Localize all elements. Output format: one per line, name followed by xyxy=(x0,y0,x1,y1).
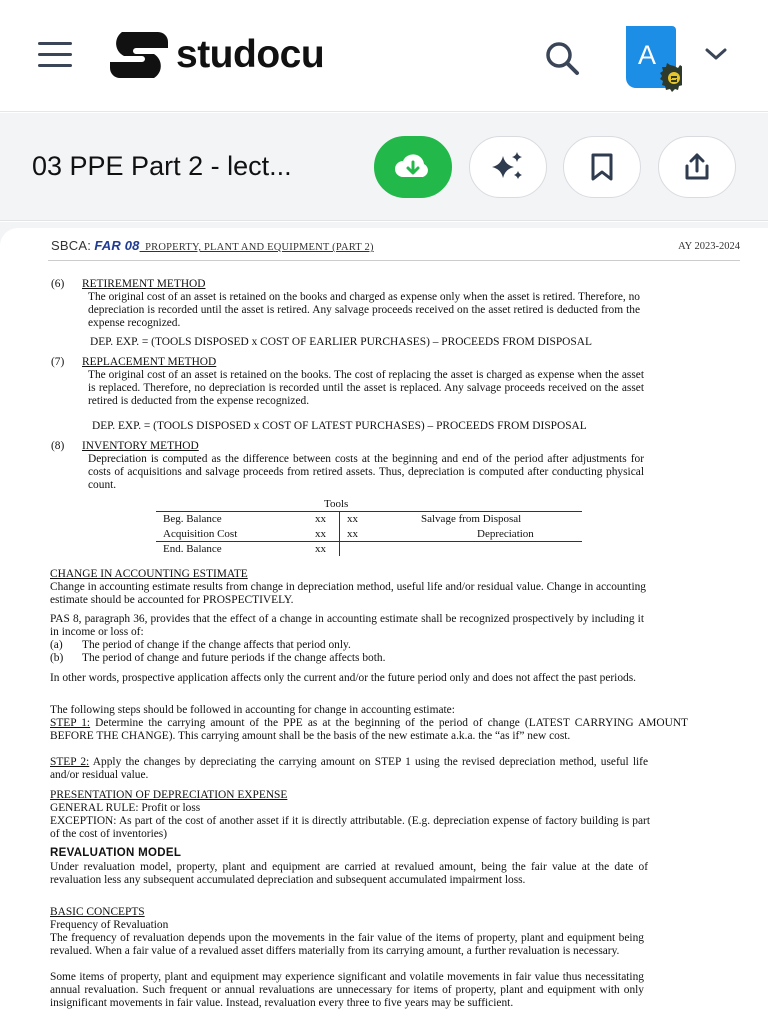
section-title: RETIREMENT METHOD xyxy=(82,278,206,290)
share-icon xyxy=(682,151,712,183)
document-page xyxy=(0,228,768,1024)
table-rule xyxy=(156,511,582,512)
paragraph: GENERAL RULE: Profit or loss xyxy=(50,802,201,814)
section-title: REPLACEMENT METHOD xyxy=(82,356,217,368)
ai-assistant-button[interactable] xyxy=(469,136,547,198)
studocu-logo-mark xyxy=(108,30,170,80)
bookmark-icon xyxy=(589,152,615,182)
avatar-letter: A xyxy=(638,40,657,70)
section-number: (6) xyxy=(51,278,65,290)
header-subject: _PROPERTY, PLANT AND EQUIPMENT (PART 2) xyxy=(139,242,374,253)
table-cell: xx xyxy=(315,543,326,555)
paragraph: Some items of property, plant and equipment may experience significant and volatile movements in fair value thus necessitating annual revaluation. Such frequent or annual revaluations are unnecessary for items of property, plant and equipment with only insignificant movements in fair value. Instead, revaluation every three to five years may be sufficient. xyxy=(50,971,644,1010)
list-item: The period of change and future periods if the change affects both. xyxy=(82,652,386,664)
download-button[interactable] xyxy=(374,136,452,198)
table-cell: End. Balance xyxy=(163,543,222,555)
table-cell: xx xyxy=(315,528,326,540)
section-heading: REVALUATION MODEL xyxy=(50,847,182,859)
paragraph: PAS 8, paragraph 36, provides that the effect of a change in accounting estimate shall be recognized prospectively by including it in income or loss of: xyxy=(50,613,644,639)
table-cell: xx xyxy=(315,513,326,525)
formula: DEP. EXP. = (TOOLS DISPOSED x COST OF LATEST PURCHASES) – PROCEEDS FROM DISPOSAL xyxy=(92,420,587,432)
table-cell: Beg. Balance xyxy=(163,513,222,525)
paragraph: In other words, prospective application affects only the current and/or the future period only and does not affect the past periods. xyxy=(50,672,637,684)
table-divider xyxy=(339,512,340,556)
header-course: FAR 08 xyxy=(94,238,140,253)
header-divider xyxy=(48,260,740,261)
step-1 xyxy=(50,717,688,743)
top-navigation-bar xyxy=(0,0,768,112)
brand-name: studocu xyxy=(176,33,325,76)
header-school: SBCA: xyxy=(51,238,92,253)
step-label: STEP 2: xyxy=(50,756,90,768)
table-rule xyxy=(156,541,582,542)
table-cell: xx xyxy=(347,513,358,525)
sparkles-icon xyxy=(490,150,526,184)
user-avatar[interactable] xyxy=(622,26,678,88)
document-title-bar xyxy=(0,113,768,221)
paragraph: The frequency of revaluation depends upon the movements in the fair value of the items of property, plant and equipment being revalued. When a fair value of a revalued asset differs materially from its carrying amount, a further revaluation is necessary. xyxy=(50,932,644,958)
section-heading: CHANGE IN ACCOUNTING ESTIMATE xyxy=(50,568,248,580)
document-title: 03 PPE Part 2 - lect... xyxy=(32,151,292,181)
table-cell: Depreciation xyxy=(477,528,534,540)
paragraph: Under revaluation model, property, plant and equipment are carried at revalued amount, being the fair value at the date of revaluation less any subsequent accumulated depreciation and subsequent accumulated impairment loss. xyxy=(50,861,648,887)
paragraph: The following steps should be followed in accounting for change in accounting estimate: xyxy=(50,704,455,716)
section-heading: BASIC CONCEPTS xyxy=(50,906,145,918)
step-text: Determine the carrying amount of the PPE as at the beginning of the period of change (LATEST CARRYING AMOUNT BEFORE THE CHANGE). This carrying amount shall be the basis of the new estimate a.k.a. the “as if” new cost. xyxy=(50,717,689,743)
section-number: (7) xyxy=(51,356,65,368)
section-title: INVENTORY METHOD xyxy=(82,440,199,452)
list-marker: (a) xyxy=(50,639,63,651)
subheading: Frequency of Revaluation xyxy=(50,919,169,931)
list-marker: (b) xyxy=(50,652,64,664)
section-number: (8) xyxy=(51,440,65,452)
page-header xyxy=(51,238,374,254)
paragraph: EXCEPTION: As part of the cost of another asset if it is directly attributable. (E.g. depreciation expense of factory building is part of the cost of inventories) xyxy=(50,815,650,841)
document-viewer[interactable] xyxy=(0,222,768,1024)
section-heading: PRESENTATION OF DEPRECIATION EXPENSE xyxy=(50,789,288,801)
list-item: The period of change if the change affects that period only. xyxy=(82,639,351,651)
studocu-logo[interactable] xyxy=(108,30,324,80)
table-cell: Salvage from Disposal xyxy=(421,513,522,525)
hamburger-icon[interactable] xyxy=(38,42,72,68)
share-button[interactable] xyxy=(658,136,736,198)
table-cell: Acquisition Cost xyxy=(163,528,238,540)
tools-table-title: Tools xyxy=(324,498,349,510)
search-icon[interactable] xyxy=(542,38,582,78)
step-2 xyxy=(50,756,648,782)
header-year: AY 2023-2024 xyxy=(678,241,740,252)
step-text: Apply the changes by depreciating the carrying amount on STEP 1 using the revised depreciation method, useful life and/or residual value. xyxy=(50,756,649,782)
section-body: Depreciation is computed as the difference between costs at the beginning and end of the period after adjustments for costs of acquisitions and salvage proceeds from retired assets. Thus, depreciation is computed after conducting physical count. xyxy=(88,453,644,492)
chevron-down-icon[interactable] xyxy=(704,44,728,64)
table-cell: xx xyxy=(347,528,358,540)
section-body: The original cost of an asset is retained on the books and charged as expense only when the asset is retired. Therefore, no depreciation is recorded until the asset is retired. Any salvage proceeds received on the asset retired is deducted from the expense recognized. xyxy=(88,291,640,330)
formula: DEP. EXP. = (TOOLS DISPOSED x COST OF EARLIER PURCHASES) – PROCEEDS FROM DISPOSAL xyxy=(90,336,592,348)
step-label: STEP 1: xyxy=(50,717,91,729)
cloud-download-icon xyxy=(393,151,433,183)
save-bookmark-button[interactable] xyxy=(563,136,641,198)
paragraph: Change in accounting estimate results from change in depreciation method, useful life and/or residual value. Change in accounting estimate should be accounted for PROSPECTIVELY. xyxy=(50,581,646,607)
section-body: The original cost of an asset is retained on the books. The cost of replacing the asset is charged as expense when the asset is replaced. Therefore, no depreciation is recorded until the asset is replaced. Any salvage proceeds received on the asset retired is deducted from the expense recognized. xyxy=(88,369,644,408)
